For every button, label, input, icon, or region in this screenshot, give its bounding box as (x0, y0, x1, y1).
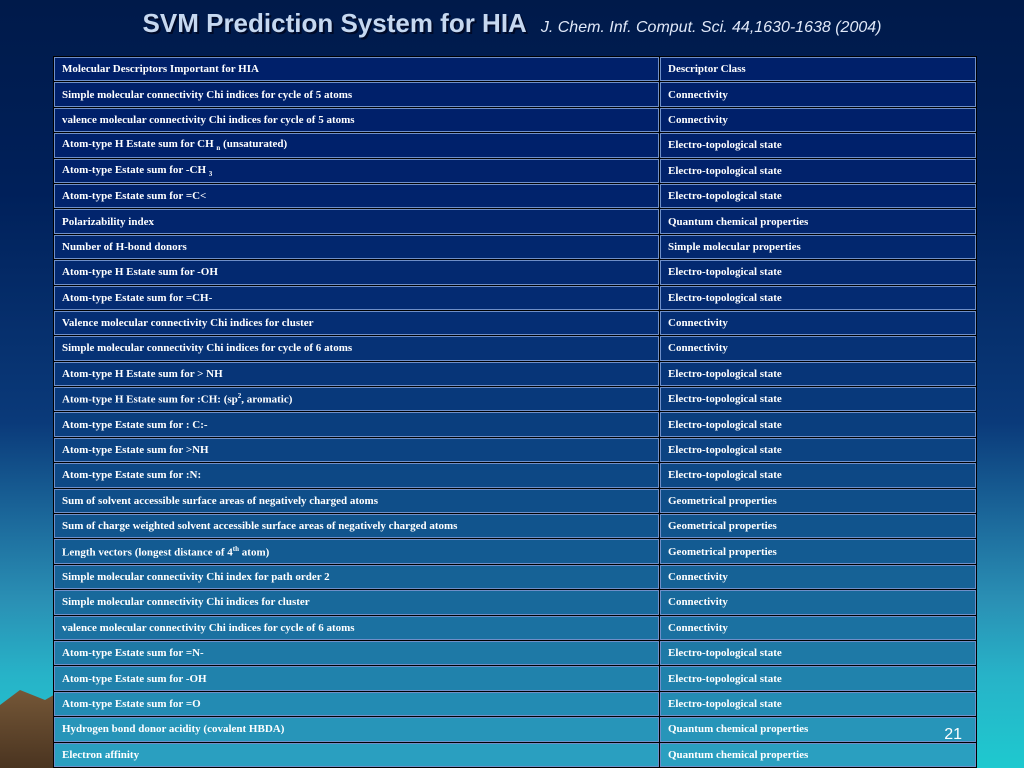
table-row (54, 488, 977, 513)
descriptor-class-cell: Quantum chemical properties (660, 742, 977, 767)
table-header-row (54, 57, 977, 82)
descriptor-cell (54, 107, 660, 132)
descriptor-class-cell: Connectivity (660, 564, 977, 589)
descriptor-class-cell: Electro-topological state (660, 463, 977, 488)
descriptor-cell (54, 234, 660, 259)
descriptor-class-cell: Quantum chemical properties (660, 209, 977, 234)
descriptor-text: valence molecular connectivity Chi indices for cycle of 6 atoms (62, 621, 355, 634)
descriptor-class-cell: Connectivity (660, 310, 977, 335)
descriptor-table (53, 56, 977, 768)
table-row (54, 183, 977, 208)
descriptor-cell (54, 615, 660, 640)
descriptor-text: Simple molecular connectivity Chi indices for cycle of 6 atoms (62, 342, 353, 355)
descriptor-text-suffix: , aromatic) (241, 394, 293, 407)
descriptor-table-body (54, 57, 977, 768)
descriptor-text: Atom-type Estate sum for >NH (62, 444, 209, 457)
descriptor-text: Valence molecular connectivity Chi indices for cluster (62, 317, 314, 330)
descriptor-superscript: th (232, 544, 240, 553)
descriptor-text: Atom-type Estate sum for : C:- (62, 418, 208, 431)
descriptor-text: Polarizability index (62, 215, 154, 228)
descriptor-text: Sum of charge weighted solvent accessible surface areas of negatively charged atoms (62, 520, 458, 533)
descriptor-class-cell: Electro-topological state (660, 158, 977, 183)
descriptor-class-cell: Electro-topological state (660, 260, 977, 285)
table-row (54, 539, 977, 564)
descriptor-cell (54, 82, 660, 107)
descriptor-class-cell: Electro-topological state (660, 361, 977, 386)
table-row (54, 590, 977, 615)
descriptor-text: Atom-type H Estate sum for CH (62, 138, 214, 151)
descriptor-cell (54, 133, 660, 158)
table-row (54, 691, 977, 716)
descriptor-cell (54, 691, 660, 716)
descriptor-text-suffix: atom) (239, 546, 270, 559)
table-row (54, 615, 977, 640)
descriptor-cell (54, 640, 660, 665)
descriptor-cell (54, 260, 660, 285)
descriptor-class-cell: Connectivity (660, 82, 977, 107)
descriptor-text: Atom-type Estate sum for =C< (62, 190, 207, 203)
descriptor-subscript: 3 (208, 169, 213, 178)
descriptor-cell (54, 183, 660, 208)
descriptor-cell (54, 361, 660, 386)
descriptor-class-cell: Electro-topological state (660, 412, 977, 437)
descriptor-cell (54, 666, 660, 691)
table-row (54, 209, 977, 234)
descriptor-text: Atom-type Estate sum for :N: (62, 469, 202, 482)
descriptor-cell (54, 437, 660, 462)
descriptor-class-cell: Electro-topological state (660, 387, 977, 412)
table-row (54, 260, 977, 285)
table-row (54, 717, 977, 742)
table-row (54, 133, 977, 158)
descriptor-class-cell: Geometrical properties (660, 488, 977, 513)
table-row (54, 514, 977, 539)
descriptor-class-cell: Quantum chemical properties (660, 717, 977, 742)
descriptor-class-cell: Electro-topological state (660, 285, 977, 310)
descriptor-class-cell: Electro-topological state (660, 691, 977, 716)
descriptor-class-cell: Geometrical properties (660, 514, 977, 539)
descriptor-cell (54, 564, 660, 589)
page-number: 21 (944, 726, 962, 743)
slide-title: SVM Prediction System for HIA (142, 8, 527, 38)
header-cell-class: Descriptor Class (660, 57, 977, 82)
table-row (54, 361, 977, 386)
descriptor-cell (54, 539, 660, 564)
descriptor-text: Length vectors (longest distance of 4 (62, 546, 233, 559)
descriptor-cell (54, 488, 660, 513)
descriptor-cell (54, 285, 660, 310)
table-row (54, 82, 977, 107)
descriptor-cell (54, 514, 660, 539)
descriptor-text: Simple molecular connectivity Chi index for path order 2 (62, 571, 330, 583)
descriptor-text: Sum of solvent accessible surface areas of negatively charged atoms (62, 494, 378, 507)
descriptor-text: Atom-type Estate sum for =O (62, 697, 201, 710)
descriptor-cell (54, 310, 660, 335)
descriptor-text: Atom-type H Estate sum for -OH (62, 266, 218, 279)
header-cell-descriptor: Molecular Descriptors Important for HIA (54, 57, 660, 82)
table-row (54, 640, 977, 665)
descriptor-cell (54, 209, 660, 234)
descriptor-text: Atom-type Estate sum for -CH (62, 163, 206, 176)
descriptor-cell (54, 717, 660, 742)
citation: J. Chem. Inf. Comput. Sci. 44,1630-1638 (2004) (540, 19, 882, 36)
descriptor-class-cell: Electro-topological state (660, 640, 977, 665)
descriptor-cell (54, 387, 660, 412)
table-row (54, 310, 977, 335)
descriptor-text: Simple molecular connectivity Chi indices for cycle of 5 atoms (62, 88, 353, 101)
table-row (54, 412, 977, 437)
descriptor-subscript: n (216, 144, 221, 153)
descriptor-class-cell: Geometrical properties (660, 539, 977, 564)
table-row (54, 285, 977, 310)
descriptor-cell (54, 336, 660, 361)
descriptor-text: Number of H-bond donors (62, 240, 187, 253)
descriptor-class-cell: Connectivity (660, 615, 977, 640)
descriptor-cell (54, 463, 660, 488)
descriptor-text: Atom-type H Estate sum for :CH: (sp (62, 394, 238, 407)
descriptor-text: Electron affinity (62, 748, 140, 761)
descriptor-class-cell: Connectivity (660, 336, 977, 361)
table-row (54, 158, 977, 183)
descriptor-text: Atom-type H Estate sum for > NH (62, 367, 223, 380)
table-row (54, 742, 977, 767)
title-row (0, 8, 1024, 39)
descriptor-text: Simple molecular connectivity Chi indices for cluster (62, 596, 310, 609)
descriptor-class-cell: Electro-topological state (660, 437, 977, 462)
descriptor-superscript: 2 (237, 392, 242, 401)
descriptor-cell (54, 158, 660, 183)
table-row (54, 107, 977, 132)
descriptor-class-cell: Electro-topological state (660, 183, 977, 208)
descriptor-text: Atom-type Estate sum for =CH- (62, 291, 213, 304)
descriptor-text: Atom-type Estate sum for -OH (62, 672, 207, 685)
descriptor-text: valence molecular connectivity Chi indices for cycle of 5 atoms (62, 113, 355, 126)
descriptor-text: Atom-type Estate sum for =N- (62, 647, 204, 660)
descriptor-cell (54, 412, 660, 437)
descriptor-class-cell: Connectivity (660, 107, 977, 132)
descriptor-class-cell: Connectivity (660, 590, 977, 615)
descriptor-text: Hydrogen bond donor acidity (covalent HBDA) (62, 723, 285, 736)
table-row (54, 234, 977, 259)
descriptor-class-cell: Simple molecular properties (660, 234, 977, 259)
descriptor-class-cell: Electro-topological state (660, 666, 977, 691)
table-row (54, 387, 977, 412)
table-row (54, 463, 977, 488)
descriptor-cell (54, 590, 660, 615)
table-row (54, 437, 977, 462)
table-row (54, 336, 977, 361)
descriptor-text-suffix: (unsaturated) (220, 138, 288, 151)
descriptor-class-cell: Electro-topological state (660, 133, 977, 158)
table-row (54, 666, 977, 691)
table-row (54, 564, 977, 589)
descriptor-cell (54, 742, 660, 767)
